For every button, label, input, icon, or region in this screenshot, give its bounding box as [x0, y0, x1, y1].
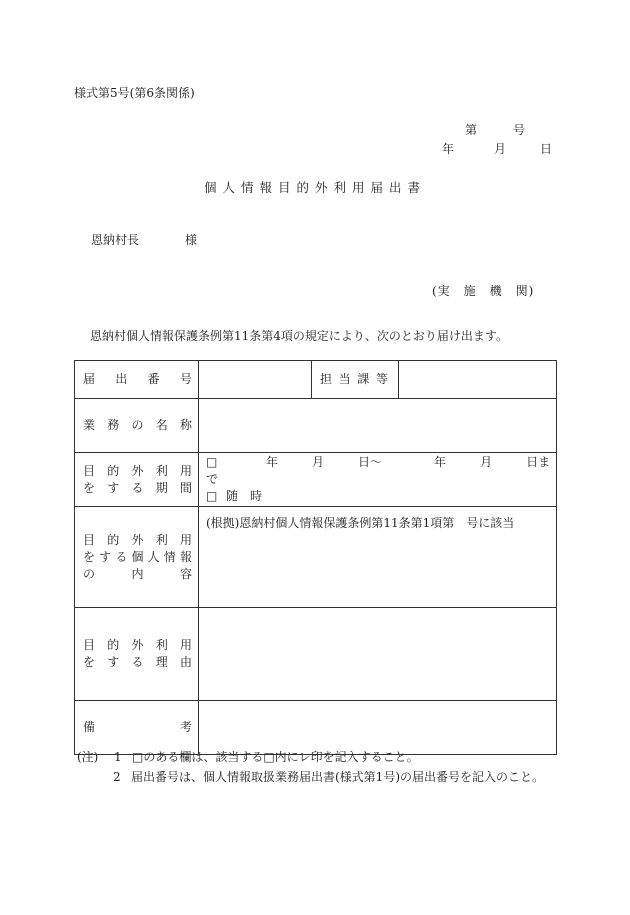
label-char: る	[131, 655, 144, 669]
label-char: 名	[155, 418, 168, 432]
date-year: 年	[442, 142, 455, 156]
label-char: 利	[155, 463, 168, 478]
label-char: 届	[83, 372, 96, 386]
label-char: る	[115, 549, 128, 564]
field-business-name[interactable]	[199, 399, 557, 453]
label-char: 報	[179, 549, 192, 564]
field-remarks[interactable]	[199, 701, 557, 755]
label-char: 個	[131, 549, 144, 564]
label-char: 用	[179, 638, 192, 652]
document-date	[442, 140, 552, 157]
note-2: 2 届出番号は、個人情報取扱業務届出書(様式第1号)の届出番号を記入のこと。	[113, 770, 545, 784]
label-char: 等	[375, 372, 388, 386]
field-filing-number[interactable]	[199, 361, 312, 399]
label-text	[312, 371, 398, 388]
label-char: 考	[179, 720, 192, 734]
label-char: 称	[179, 418, 192, 432]
document-number	[465, 121, 525, 138]
label-text	[75, 371, 198, 388]
label-business-name	[75, 399, 199, 453]
label-char: 当	[338, 372, 351, 386]
label-char: す	[107, 655, 120, 669]
date-day: 日	[540, 142, 553, 156]
label-text	[75, 417, 198, 434]
label-char: を	[83, 655, 96, 669]
number-prefix: 第	[465, 123, 478, 137]
label-char: 外	[131, 532, 144, 547]
label-char: 出	[115, 372, 128, 386]
date-month: 月	[494, 142, 507, 156]
field-usage-reason[interactable]	[199, 608, 557, 701]
row-personal-info	[75, 507, 557, 608]
label-usage-period	[75, 453, 199, 507]
label-char: 用	[179, 463, 192, 478]
row-remarks	[75, 701, 557, 755]
label-remarks	[75, 701, 199, 755]
checkbox-anytime[interactable]: □	[206, 489, 218, 503]
label-char: 外	[131, 638, 144, 652]
label-char: 備	[83, 720, 96, 734]
label-filing-number	[75, 361, 199, 399]
label-char: 利	[155, 638, 168, 652]
label-char: 課	[357, 372, 370, 386]
label-text	[75, 637, 198, 654]
implementing-agency: (実 施 機 関)	[432, 284, 535, 298]
label-text	[75, 480, 198, 497]
label-char: 内	[131, 566, 144, 581]
label-char: 理	[155, 655, 168, 669]
label-char: 人	[147, 549, 160, 564]
label-personal-info	[75, 507, 199, 608]
row-usage-reason	[75, 608, 557, 701]
field-department[interactable]	[399, 361, 557, 399]
note-1: (注) 1 □のある欄は、該当する□内にレ印を記入すること。	[77, 750, 419, 764]
addressee	[91, 231, 197, 248]
label-usage-reason	[75, 608, 199, 701]
period-option-range: □ 年 月 日〜 年 月 日まで	[206, 455, 551, 486]
label-char: 容	[179, 566, 192, 581]
label-text	[75, 719, 198, 736]
label-char: の	[131, 418, 144, 432]
label-char: を	[83, 480, 96, 495]
form-number-label: 様式第5号(第6条関係)	[74, 86, 195, 100]
field-personal-info[interactable]: (根拠)恩納村個人情報保護条例第11条第1項第 号に該当	[199, 507, 557, 608]
label-text	[75, 566, 198, 583]
label-char: 的	[107, 638, 120, 652]
document-title: 個人情報目的外利用届出書	[203, 180, 426, 195]
label-char: 担	[320, 372, 333, 386]
addressee-honorific: 様	[185, 233, 198, 247]
label-char: 情	[163, 549, 176, 564]
label-char: 目	[83, 463, 96, 478]
addressee-name: 恩納村長	[91, 233, 140, 247]
label-char: 務	[107, 418, 120, 432]
label-text	[75, 654, 198, 671]
label-char: 用	[179, 532, 192, 547]
label-department	[312, 361, 399, 399]
note-tag: (注)	[77, 750, 99, 764]
application-form-table	[74, 360, 557, 755]
label-char: 業	[83, 418, 96, 432]
label-char: 番	[147, 372, 160, 386]
label-char: す	[99, 549, 112, 564]
label-char: 外	[131, 463, 144, 478]
period-option-anytime: □ 随 時	[206, 489, 263, 503]
row-usage-period	[75, 453, 557, 507]
field-usage-period	[199, 453, 557, 507]
label-char: 目	[83, 638, 96, 652]
label-text	[75, 532, 198, 549]
label-char: 間	[179, 480, 192, 495]
label-char: 利	[155, 532, 168, 547]
label-char: 的	[107, 532, 120, 547]
label-char: す	[107, 480, 120, 495]
number-suffix: 号	[513, 123, 526, 137]
label-char: 的	[107, 463, 120, 478]
label-text	[75, 549, 198, 566]
label-text	[75, 463, 198, 480]
intro-text: 恩納村個人情報保護条例第11条第4項の規定により、次のとおり届け出ます。	[90, 329, 508, 343]
label-char: 期	[155, 480, 168, 495]
label-char: を	[83, 549, 96, 564]
label-char: の	[83, 566, 96, 581]
row-filing-number	[75, 361, 557, 399]
label-char: る	[131, 480, 144, 495]
label-char: 由	[179, 655, 192, 669]
label-char: 目	[83, 532, 96, 547]
label-char: 号	[179, 372, 192, 386]
checkbox-range[interactable]: □	[206, 455, 218, 469]
row-business-name	[75, 399, 557, 453]
